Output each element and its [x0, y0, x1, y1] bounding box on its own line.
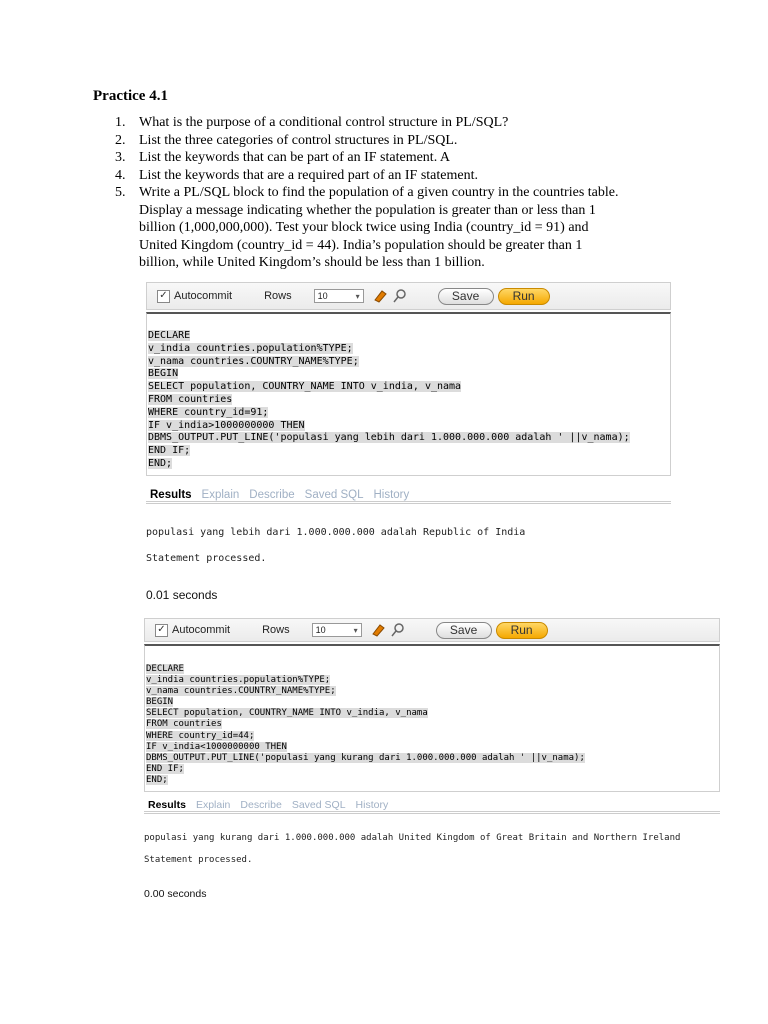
run-button[interactable]: Run [496, 622, 548, 639]
code-line: FROM countries [148, 393, 233, 405]
sql-editor[interactable] [146, 312, 671, 476]
code-line: SELECT population, COUNTRY_NAME INTO v_india, v_nama [148, 381, 462, 393]
tab-saved-sql[interactable]: Saved SQL [291, 799, 346, 811]
list-item [93, 114, 673, 132]
tab-results[interactable]: Results [150, 489, 192, 501]
results-tabs [146, 482, 671, 504]
rows-select[interactable] [312, 623, 362, 637]
autocommit-label: Autocommit [174, 290, 233, 302]
find-icon[interactable] [390, 622, 406, 638]
sql-workshop-screenshot-2 [144, 618, 720, 908]
code-line: WHERE country_id=44; [146, 730, 255, 741]
code-line: v_india countries.population%TYPE; [148, 342, 353, 354]
sql-toolbar [146, 282, 671, 310]
sql-workshop-screenshot-1 [146, 282, 671, 612]
code-line: SELECT population, COUNTRY_NAME INTO v_india, v_nama [146, 708, 428, 719]
autocommit-checkbox[interactable]: ✓ [155, 624, 168, 637]
question-list [93, 114, 673, 272]
item-text: List the keywords that can be part of an IF statement. A [139, 150, 451, 165]
code-line: IF v_india>1000000000 THEN [148, 419, 305, 431]
chevron-down-icon: ▾ [353, 625, 358, 635]
eraser-icon[interactable] [372, 288, 388, 304]
code-line: v_india countries.population%TYPE; [146, 675, 331, 686]
page-title: Practice 4.1 [93, 88, 168, 104]
item-number: 5. [115, 185, 126, 200]
tab-results[interactable]: Results [148, 799, 186, 811]
autocommit-checkbox[interactable]: ✓ [157, 290, 170, 303]
list-item [93, 184, 673, 272]
run-button[interactable]: Run [498, 288, 550, 305]
code-line: FROM countries [146, 719, 222, 730]
item-text: List the keywords that are a required part of an IF statement. [139, 167, 478, 183]
list-item [93, 149, 673, 167]
rows-select[interactable] [314, 289, 364, 303]
chevron-down-icon: ▾ [355, 291, 360, 301]
output-line: populasi yang lebih dari 1.000.000.000 adalah Republic of India [146, 527, 526, 538]
tab-explain[interactable]: Explain [195, 799, 231, 811]
item-number: 4. [115, 167, 126, 183]
code-line: v_nama countries.COUNTRY_NAME%TYPE; [146, 686, 336, 697]
save-button[interactable]: Save [438, 288, 494, 305]
rows-label: Rows [264, 290, 292, 302]
code-line: BEGIN [148, 368, 179, 380]
timing-text: 0.00 seconds [144, 888, 207, 900]
sql-editor[interactable] [144, 644, 720, 792]
item-number: 3. [115, 150, 126, 165]
tab-describe[interactable]: Describe [249, 489, 295, 501]
code-line: END IF; [148, 445, 191, 457]
sql-toolbar [144, 618, 720, 642]
output-status: Statement processed. [146, 553, 267, 564]
code-line: END IF; [146, 763, 184, 774]
rows-value: 10 [317, 291, 328, 301]
results-tabs [144, 794, 720, 814]
code-line: IF v_india<1000000000 THEN [146, 741, 287, 752]
tab-describe[interactable]: Describe [240, 799, 282, 811]
list-item [93, 132, 673, 150]
code-line: DECLARE [148, 330, 191, 341]
tab-explain[interactable]: Explain [201, 489, 240, 501]
tab-history[interactable]: History [373, 489, 410, 501]
output-status: Statement processed. [144, 855, 253, 865]
code-line: DBMS_OUTPUT.PUT_LINE('populasi yang kurang dari 1.000.000.000 adalah ' ||v_nama); [146, 752, 585, 763]
save-button[interactable]: Save [436, 622, 492, 639]
code-line: END; [148, 457, 173, 469]
item-text: List the three categories of control structures in PL/SQL. [139, 132, 458, 148]
item-number: 1. [115, 115, 126, 130]
tab-saved-sql[interactable]: Saved SQL [304, 489, 364, 501]
code-line: BEGIN [146, 697, 174, 708]
list-item [93, 167, 673, 185]
code-line: DBMS_OUTPUT.PUT_LINE('populasi yang lebih dari 1.000.000.000 adalah ' ||v_nama); [148, 432, 630, 444]
code-line: END; [146, 774, 168, 785]
autocommit-label: Autocommit [172, 624, 231, 636]
item-number: 2. [115, 132, 126, 148]
find-icon[interactable] [392, 288, 408, 304]
code-line: DECLARE [146, 664, 184, 674]
timing-text: 0.01 seconds [146, 588, 218, 602]
eraser-icon[interactable] [370, 622, 386, 638]
rows-label: Rows [262, 624, 290, 636]
item-text: What is the purpose of a conditional control structure in PL/SQL? [139, 115, 509, 130]
code-line: WHERE country_id=91; [148, 406, 269, 418]
item-text: Write a PL/SQL block to find the population of a given country in the countries table. Display a message indicating whether the population is greater than or less than 1 billion (1,000,000,000). Test your block twice using India (country_id = 91) and United Kingdom (country_id = 44). India’s population should be greater than 1 billion, while United Kingdom’s should be less than 1 billion. [139, 185, 619, 270]
code-line: v_nama countries.COUNTRY_NAME%TYPE; [148, 355, 359, 367]
output-line: populasi yang kurang dari 1.000.000.000 adalah United Kingdom of Great Britain and Northern Ireland [144, 833, 681, 843]
tab-history[interactable]: History [355, 799, 389, 811]
rows-value: 10 [315, 625, 326, 635]
